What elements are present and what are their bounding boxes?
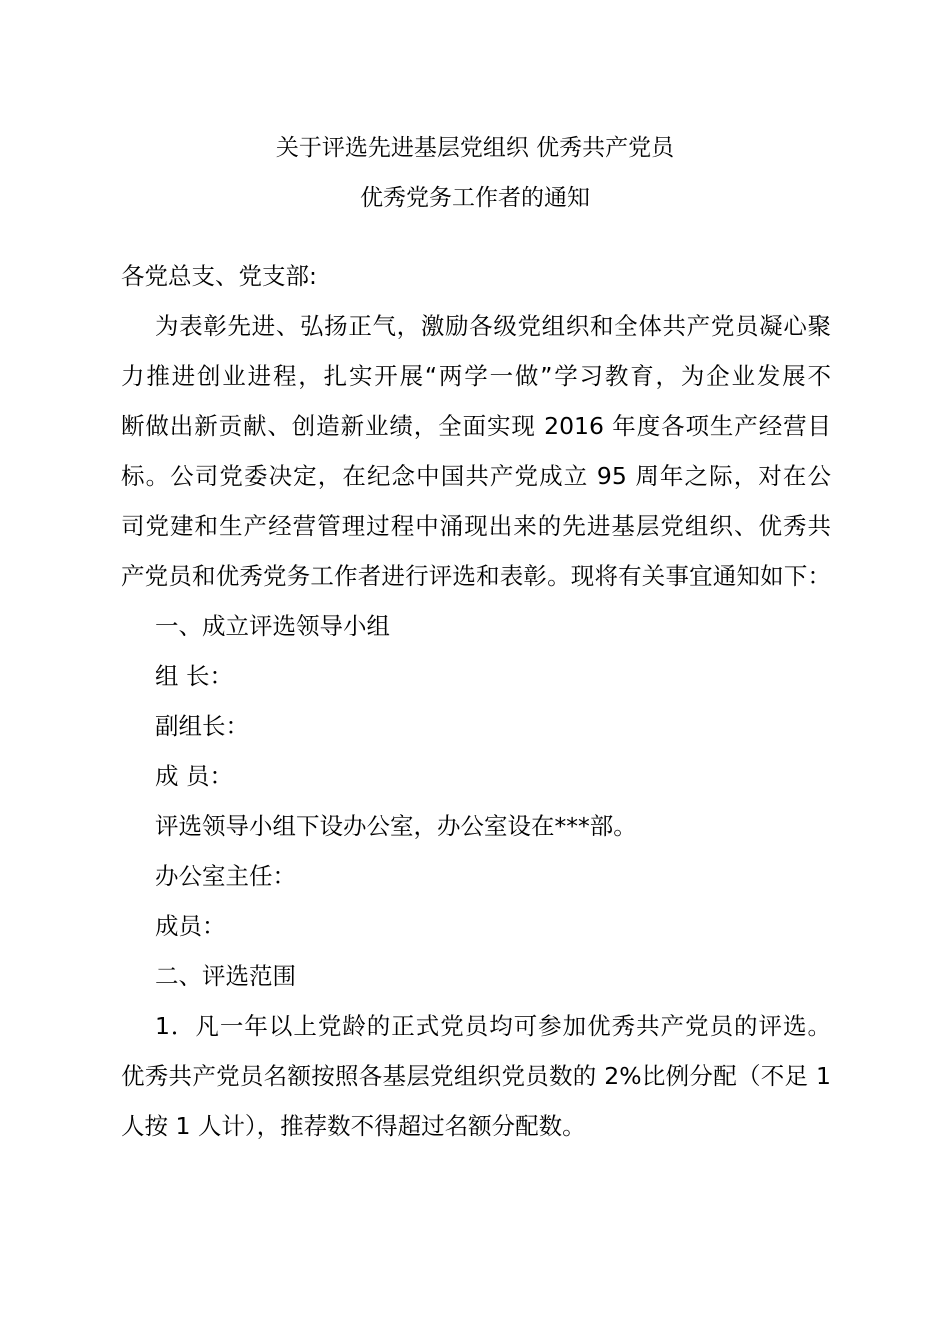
paragraph-1-line: 产党员和优秀党务工作者进行评选和表彰。现将有关事宜通知如下：: [121, 562, 831, 590]
paragraph-1-line: 为表彰先进、弘扬正气，激励各级党组织和全体共产党员凝心聚: [155, 312, 831, 340]
section-2-item-1-line: 1．凡一年以上党龄的正式党员均可参加优秀共产党员的评选。: [155, 1012, 831, 1040]
office-director-field: 办公室主任：: [155, 862, 296, 890]
paragraph-1-line: 断做出新贡献、创造新业绩，全面实现 2016 年度各项生产经营目: [121, 412, 831, 440]
paragraph-1-line: 力推进创业进程，扎实开展“两学一做”学习教育，为企业发展不: [121, 362, 831, 390]
office-note: 评选领导小组下设办公室，办公室设在***部。: [155, 812, 637, 840]
section-1-heading: 一、成立评选领导小组: [155, 612, 390, 640]
document-body: [121, 251, 831, 1151]
section-2-item-1-line: 优秀共产党员名额按照各基层党组织党员数的 2%比例分配（不足 1: [121, 1062, 831, 1090]
office-members-field: 成员：: [155, 912, 226, 940]
document-title-line-1: 关于评选先进基层党组织 优秀共产党员: [275, 135, 675, 161]
members-field: 成 员：: [155, 762, 233, 790]
section-2-item-1-line: 人按 1 人计），推荐数不得超过名额分配数。: [121, 1112, 586, 1140]
paragraph-1-line: 标。公司党委决定，在纪念中国共产党成立 95 周年之际，对在公: [121, 462, 831, 490]
deputy-leader-field: 副组长：: [155, 712, 249, 740]
leader-field: 组 长：: [155, 662, 233, 690]
section-2-heading: 二、评选范围: [155, 962, 296, 990]
paragraph-1-line: 司党建和生产经营管理过程中涌现出来的先进基层党组织、优秀共: [121, 512, 831, 540]
document-title-line-2: 优秀党务工作者的通知: [360, 185, 590, 211]
salutation: 各党总支、党支部:: [121, 262, 317, 290]
